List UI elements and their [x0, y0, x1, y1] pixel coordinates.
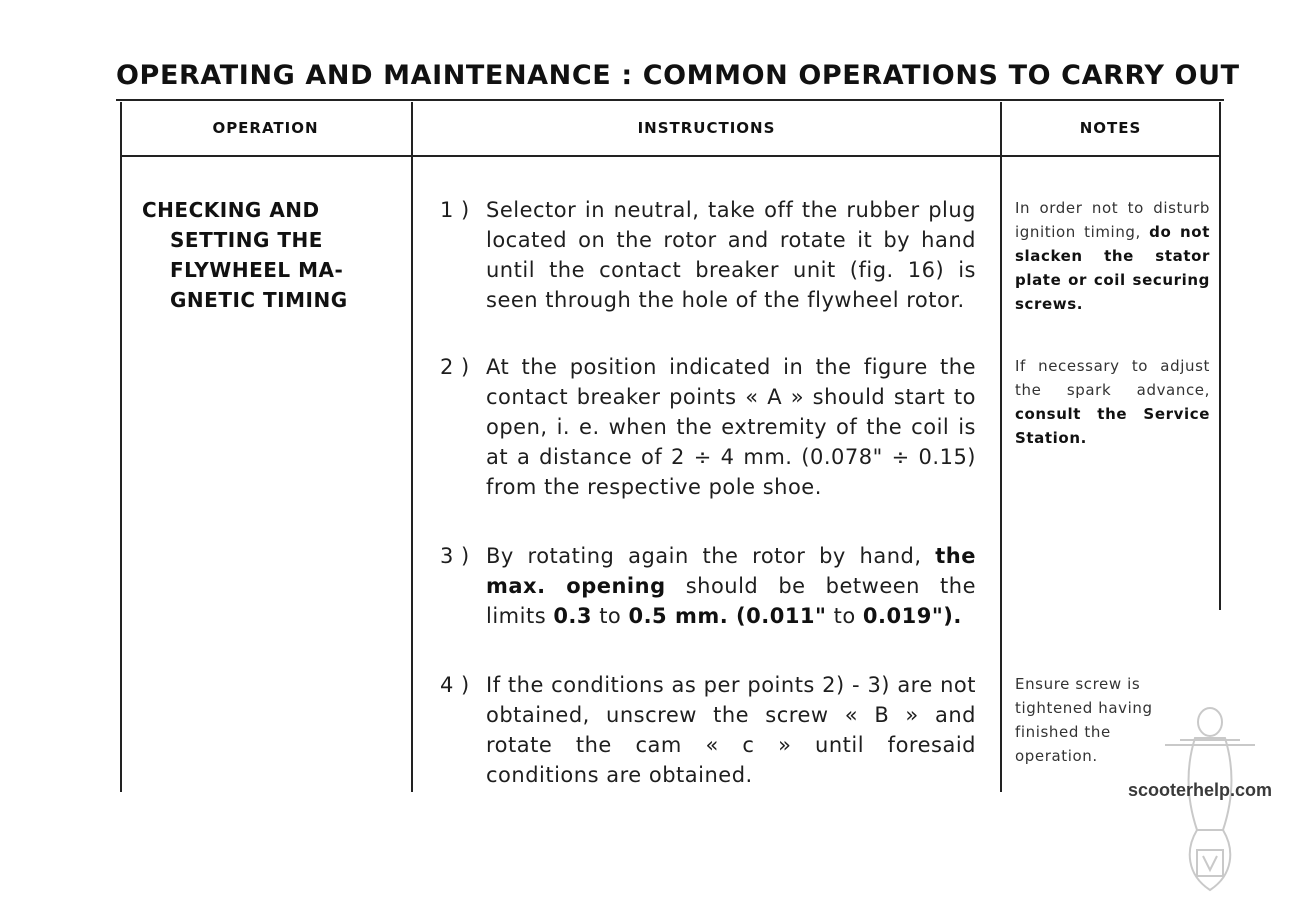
step-text [486, 670, 976, 790]
step-text-segment: should be between the limits [486, 574, 976, 628]
column-divider-2 [1000, 102, 1002, 792]
step-number: 4 ) [440, 673, 470, 697]
note-text: Ensure screw is tightened having finished the operation. [1015, 675, 1153, 765]
step-text-segment: If the conditions as per points 2) - 3) are not obtained, unscrew the screw « B » and rotate the cam « c » until foresaid conditions are obtained. [486, 673, 976, 787]
note-text-bold: do not slacken the stator plate or coil securing screws. [1015, 223, 1210, 313]
step-text-segment: Selector in neutral, take off the rubber plug located on the rotor and rotate it by hand until the contact breaker unit (fig. 16) is seen through the hole of the flywheel rotor. [486, 198, 976, 312]
step-number: 2 ) [440, 355, 470, 379]
step-text-bold: 0.5 mm. (0.011" [628, 604, 827, 628]
step-number: 1 ) [440, 198, 470, 222]
step-text [486, 352, 976, 502]
instruction-step [440, 670, 976, 790]
watermark-text: scooterhelp.com [1128, 780, 1273, 800]
note-text: In order not to disturb ignition timing, [1015, 199, 1210, 241]
header-bottom-rule [120, 155, 1220, 157]
column-divider-1 [411, 102, 413, 792]
step-text [486, 541, 976, 631]
step-text-segment: At the position indicated in the figure the contact breaker points « A » should start to open, i. e. when the extremity of the coil is at a distance of 2 ÷ 4 mm. (0.078" ÷ 0.15) from the respective pole shoe. [486, 355, 976, 499]
note-text: If necessary to adjust the spark advance, [1015, 357, 1210, 399]
instruction-step [440, 541, 976, 631]
step-text-bold: 0.019"). [862, 604, 962, 628]
step-text-bold: 0.3 [553, 604, 593, 628]
operation-title-line: GNETIC TIMING [170, 288, 348, 312]
step-number: 3 ) [440, 544, 470, 568]
operation-title [142, 195, 407, 315]
step-text-segment: to [592, 604, 629, 628]
note-spark-advance [1015, 354, 1210, 450]
operation-title-line: SETTING THE [170, 228, 323, 252]
operation-title-line: FLYWHEEL MA- [170, 258, 344, 282]
column-header-notes: NOTES [1079, 119, 1142, 137]
operation-title-line: CHECKING AND [142, 198, 320, 222]
column-header-operation: OPERATION [212, 119, 319, 137]
title-underline [116, 99, 1224, 101]
note-ignition-timing [1015, 196, 1210, 316]
step-text-segment: to [826, 604, 863, 628]
page-title: OPERATING AND MAINTENANCE : COMMON OPERATIONS TO CARRY OUT [116, 60, 1240, 91]
step-text [486, 195, 976, 315]
table-right-border [1219, 102, 1221, 610]
instruction-step [440, 195, 976, 315]
instruction-step [440, 352, 976, 502]
note-text-bold: consult the Service Station. [1015, 405, 1210, 447]
column-header-instructions: INSTRUCTIONS [637, 119, 776, 137]
step-text-segment: By rotating again the rotor by hand, [486, 544, 936, 568]
table-left-border [120, 102, 122, 792]
step-text-bold: the max. opening [486, 544, 976, 598]
